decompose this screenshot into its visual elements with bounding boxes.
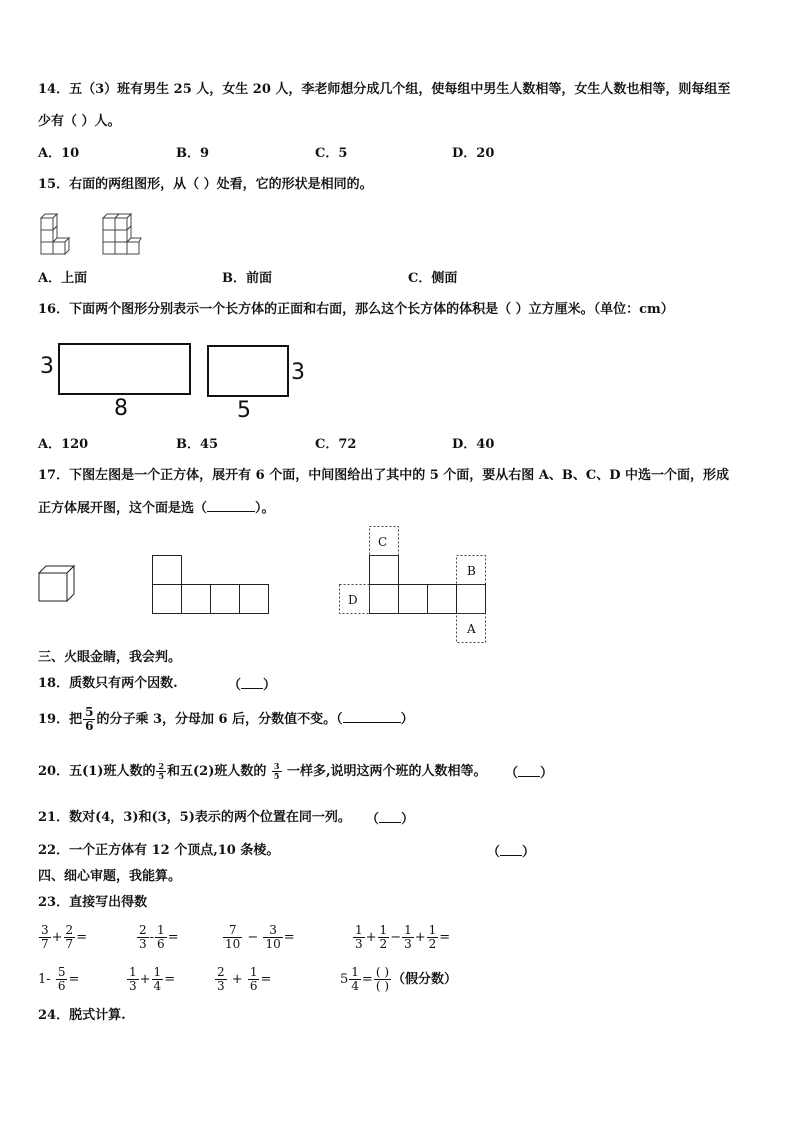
q16-option-c[interactable]: C．72 xyxy=(315,437,357,452)
q23-title: 23．直接写出得数 xyxy=(38,895,148,910)
q17-text-line1: 17．下图左图是一个正方体，展开有 6 个面，中间图给出了其中的 5 个面，要从右图 A、B、C、D 中选一个面，形成 xyxy=(38,468,730,483)
partial-net-figure xyxy=(152,555,272,615)
q16-option-d[interactable]: D．40 xyxy=(452,437,495,452)
q17-line2-suffix: ）。 xyxy=(255,501,275,516)
q17-text-line2 xyxy=(38,499,275,517)
section-3-heading: 三、火眼金睛，我会判。 xyxy=(38,650,182,665)
q15-text: 15．右面的两组图形，从（ ）处看，它的形状是相同的。 xyxy=(38,177,373,192)
right-face-rectangle xyxy=(207,345,289,397)
q15-option-c[interactable]: C．侧面 xyxy=(408,271,458,286)
net-label-b: B xyxy=(467,564,476,578)
q23-expr-1: $\frac{3}{7}$ + $\frac{2}{7}$ = xyxy=(41,923,88,951)
net-label-d: D xyxy=(348,593,358,607)
front-width-label: 8 xyxy=(114,396,128,421)
q14-text-line1: 14．五（3）班有男生 25 人，女生 20 人，李老师想分成几个组，使每组中男生人数相等，女生人数也相等，则每组至 xyxy=(38,82,731,97)
net-label-c: C xyxy=(378,535,388,549)
q17-line2-prefix: 正方体展开图，这个面是选（ xyxy=(38,501,208,516)
q22-text: 22．一个正方体有 12 个顶点,10 条棱。 xyxy=(38,843,280,858)
q21-text: 21．数对(4，3)和(3，5)表示的两个位置在同一列。 xyxy=(38,810,351,825)
right-width-label: 5 xyxy=(237,398,251,423)
q19-answer-blank[interactable] xyxy=(343,710,401,723)
q20-fraction-2: $\frac{3}{5}$ xyxy=(273,761,280,781)
front-height-label: 3 xyxy=(40,354,54,379)
q14-option-b[interactable]: B．9 xyxy=(176,146,210,161)
q14-option-c[interactable]: C．5 xyxy=(315,146,348,161)
q22-answer[interactable]: （ ） xyxy=(487,845,536,860)
q20-fraction-1: $\frac{2}{5}$ xyxy=(158,761,165,781)
q23-expr-8: 5 $\frac{1}{4}$ = $\frac{( )}{( )}$ （假分数） xyxy=(340,965,458,993)
q15-option-a[interactable]: A．上面 xyxy=(38,271,88,286)
q17-answer-blank[interactable] xyxy=(207,499,255,512)
q23-expr-6: $\frac{1}{3}$ + $\frac{1}{4}$ = xyxy=(129,965,176,993)
q15-option-b[interactable]: B．前面 xyxy=(222,271,272,286)
net-label-a: A xyxy=(467,622,476,636)
q24-title: 24．脱式计算. xyxy=(38,1008,126,1023)
q19-text: 19．把 $\frac{5}{6}$ 的分子乘 3，分母加 6 后，分数值不变。（ ） xyxy=(38,705,414,733)
right-height-label: 3 xyxy=(291,360,305,385)
q20-text: 20．五(1)班人数的 $\frac{2}{5}$ 和五(2)班人数的 $\frac{3}{5}$ 一样多,说明这两个班的人数相等。 xyxy=(38,761,487,781)
q18-text: 18．质数只有两个因数. xyxy=(38,676,178,691)
q16-text: 16．下面两个图形分别表示一个长方体的正面和右面，那么这个长方体的体积是（ ）立方厘米。（单位：cm） xyxy=(38,302,674,317)
q23-expr-5: 1- $\frac{5}{6}$ = xyxy=(38,965,80,993)
cube-stack-figure-1 xyxy=(38,210,72,256)
q18-answer[interactable]: （ ） xyxy=(228,678,277,693)
q21-answer[interactable]: （ ） xyxy=(366,812,415,827)
q14-option-a[interactable]: A．10 xyxy=(38,146,80,161)
improper-fraction-answer[interactable]: $\frac{( )}{( )}$ xyxy=(375,965,390,993)
q16-option-a[interactable]: A．120 xyxy=(38,437,89,452)
front-face-rectangle xyxy=(58,343,191,395)
q23-expr-7: $\frac{2}{3}$ + $\frac{1}{6}$ = xyxy=(217,965,272,993)
section-4-heading: 四、细心审题，我能算。 xyxy=(38,869,182,884)
cube-figure xyxy=(38,565,76,605)
q19-fraction: $\frac{5}{6}$ xyxy=(85,705,94,733)
q14-text-line2: 少有（ ）人。 xyxy=(38,114,121,129)
q23-expr-2: $\frac{2}{3}$ - $\frac{1}{6}$ = xyxy=(139,923,179,951)
q16-option-b[interactable]: B．45 xyxy=(176,437,219,452)
q23-expr-3: $\frac{7}{10}$ − $\frac{3}{10}$ = xyxy=(225,923,295,951)
q23-expr-4: $\frac{1}{3}$ + $\frac{1}{2}$ − $\frac{1}{3}$ + $\frac{1}{2}$ = xyxy=(355,923,451,951)
q14-option-d[interactable]: D．20 xyxy=(452,146,495,161)
cube-stack-figure-2 xyxy=(100,210,142,256)
q20-answer[interactable]: （ ） xyxy=(505,766,554,781)
